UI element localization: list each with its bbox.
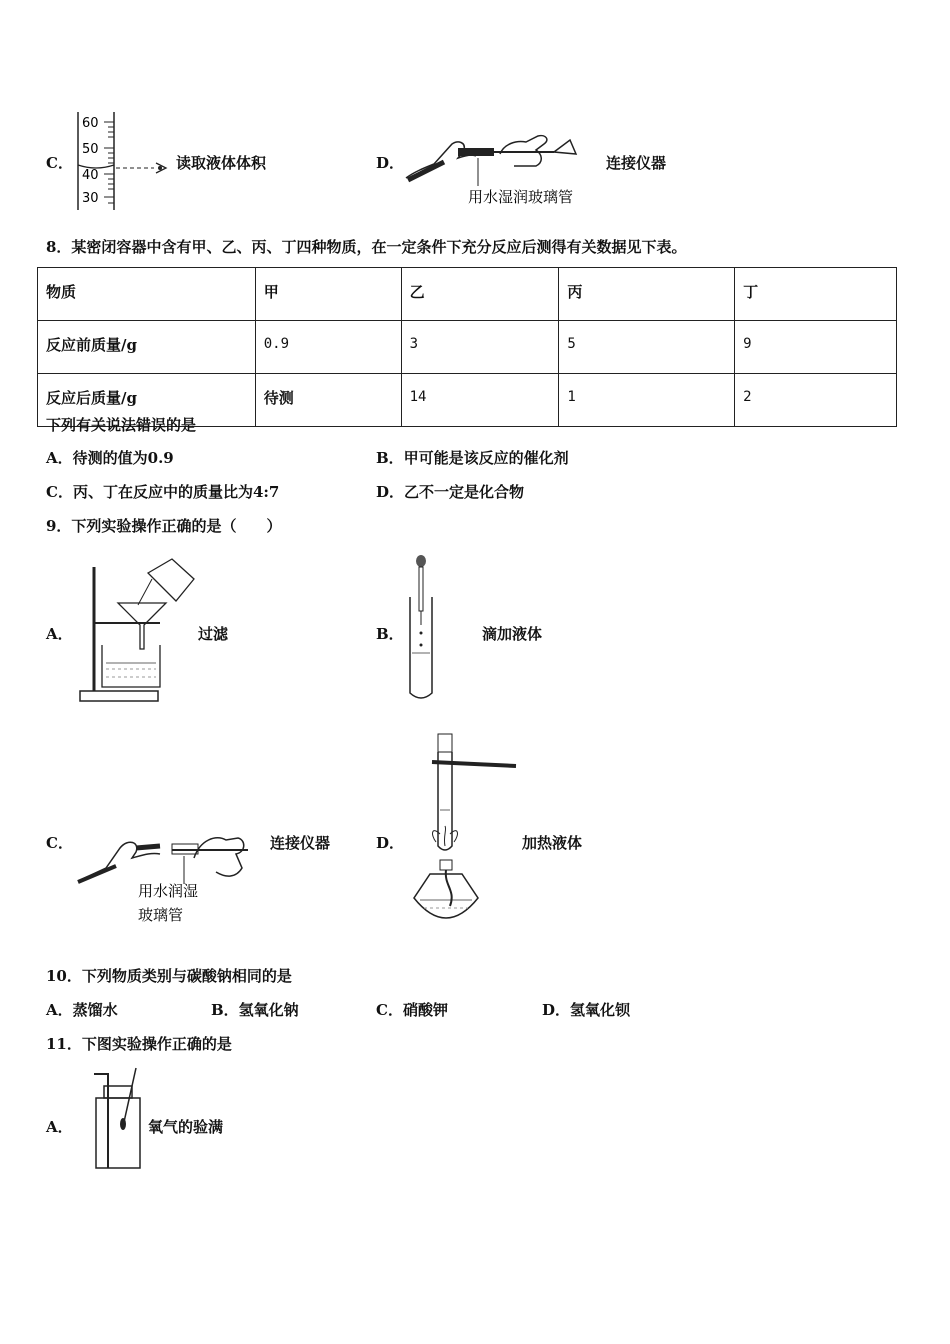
table-cell: 2	[735, 374, 897, 427]
tick-label: 60	[82, 116, 99, 131]
q9-option-b-letter: B．	[376, 625, 404, 643]
q9-option-d-letter: D．	[376, 834, 405, 852]
filtration-figure	[76, 553, 202, 705]
q9-option-b-label: 滴加液体	[482, 625, 543, 643]
table-header-row	[38, 268, 897, 321]
tick-label: 40	[82, 168, 99, 183]
table-cell: 甲	[255, 268, 401, 321]
q10-option-a: A．蒸馏水	[46, 1001, 118, 1019]
table-cell: 14	[401, 374, 559, 427]
q8-data-table	[37, 267, 897, 427]
q9-option-d-label: 加热液体	[522, 834, 583, 852]
connect-apparatus-figure	[404, 132, 594, 208]
q10-option-b: B．氢氧化钠	[211, 1001, 299, 1019]
q8-option-c: C．丙、丁在反应中的质量比为4:7	[46, 483, 280, 501]
q8-stem: 8．某密闭容器中含有甲、乙、丙、丁四种物质，在一定条件下充分反应后测得有关数据见下表。	[46, 238, 687, 256]
table-row	[38, 321, 897, 374]
q9-option-c-letter: C．	[46, 834, 73, 852]
q8-option-d: D．乙不一定是化合物	[376, 483, 525, 501]
q8-prompt: 下列有关说法错误的是	[46, 416, 197, 434]
table-cell: 丁	[735, 268, 897, 321]
connect-caption-line2: 玻璃管	[138, 906, 184, 924]
table-cell: 3	[401, 321, 559, 374]
dropper-test-tube-figure	[400, 553, 444, 703]
q7-option-c-letter: C．	[46, 154, 73, 172]
table-cell: 乙	[401, 268, 559, 321]
q10-option-d: D．氢氧化钡	[542, 1001, 631, 1019]
q9-option-a-label: 过滤	[198, 625, 229, 643]
q8-option-b: B．甲可能是该反应的催化剂	[376, 449, 569, 467]
q7-option-d-letter: D．	[376, 154, 405, 172]
table-cell: 反应前质量/g	[38, 321, 256, 374]
q9-stem: 9．下列实验操作正确的是（ ）	[46, 517, 282, 535]
q8-option-a: A．待测的值为0.9	[46, 449, 174, 467]
table-cell: 5	[559, 321, 735, 374]
q11-option-a-label: 氧气的验满	[148, 1118, 224, 1136]
heating-liquid-figure	[410, 730, 522, 934]
tick-label: 50	[82, 142, 99, 157]
connect-apparatus-figure-2	[76, 828, 256, 928]
connect-caption: 用水湿润玻璃管	[468, 188, 574, 206]
q9-option-a-letter: A．	[46, 625, 73, 643]
table-cell: 9	[735, 321, 897, 374]
q11-stem: 11．下图实验操作正确的是	[46, 1035, 232, 1053]
connect-caption-line1: 用水润湿	[138, 882, 199, 900]
table-cell: 反应后质量/g	[38, 374, 256, 427]
table-cell: 0.9	[255, 321, 401, 374]
q9-option-c-label: 连接仪器	[270, 834, 331, 852]
graduated-cylinder-reading-figure	[70, 110, 180, 214]
q11-option-a-letter: A．	[46, 1118, 73, 1136]
tick-label: 30	[82, 191, 99, 206]
oxygen-test-bottle-figure	[86, 1064, 148, 1174]
table-cell: 物质	[38, 268, 256, 321]
table-cell: 待测	[255, 374, 401, 427]
table-cell: 丙	[559, 268, 735, 321]
q7-option-d-label: 连接仪器	[606, 154, 667, 172]
q10-option-c: C．硝酸钾	[376, 1001, 448, 1019]
q10-stem: 10．下列物质类别与碳酸钠相同的是	[46, 967, 292, 985]
table-cell: 1	[559, 374, 735, 427]
q7-option-c-label: 读取液体体积	[176, 154, 267, 172]
